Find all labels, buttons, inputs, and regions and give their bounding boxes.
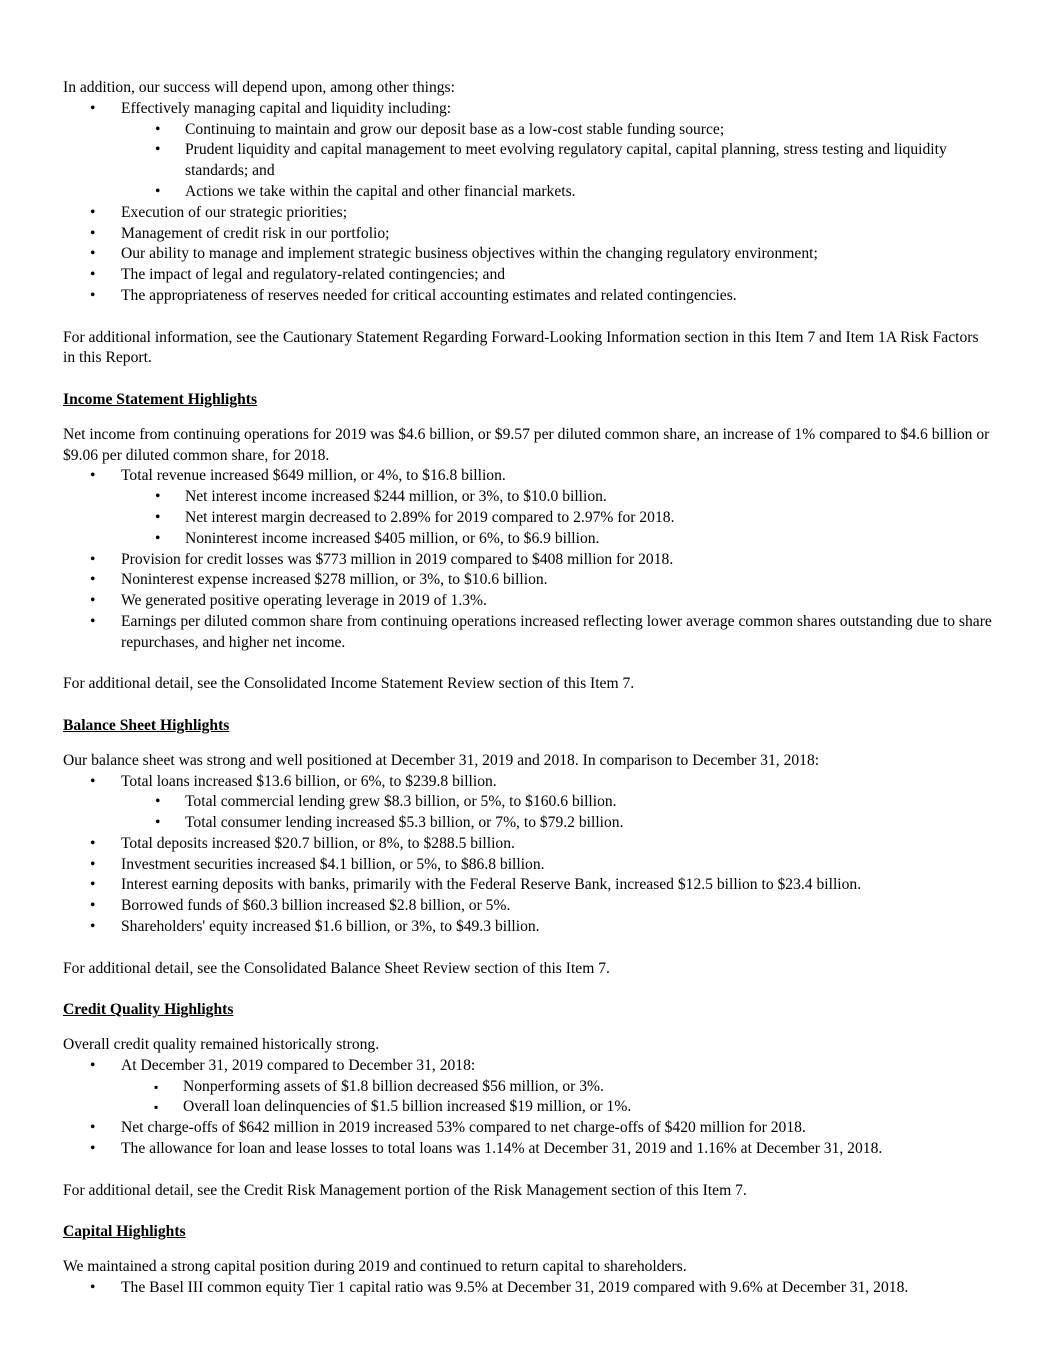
list-item: • Effectively managing capital and liquidity including:	[63, 99, 993, 120]
list-item: ▪ Overall loan delinquencies of $1.5 billion increased $19 million, or 1%.	[63, 1097, 993, 1118]
balance-list	[63, 772, 993, 938]
list-item: • Borrowed funds of $60.3 billion increased $2.8 billion, or 5%.	[63, 896, 993, 917]
bullet-icon: •	[90, 1140, 96, 1158]
list-item: • Prudent liquidity and capital management to meet evolving regulatory capital, capital planning, stress testing and liquidity standards; and	[155, 141, 947, 180]
intro-list	[63, 99, 993, 307]
bullet-icon: •	[90, 203, 96, 221]
list-item: • The impact of legal and regulatory-related contingencies; and	[63, 265, 993, 286]
list-item: • Total deposits increased $20.7 billion, or 8%, to $288.5 billion.	[63, 834, 993, 855]
bullet-icon: •	[90, 467, 96, 485]
income-closing: For additional detail, see the Consolidated Income Statement Review section of this Item 7.	[63, 675, 635, 693]
income-list	[63, 466, 993, 653]
bullet-icon: •	[90, 571, 96, 589]
list-item: ▪ Nonperforming assets of $1.8 billion decreased $56 million, or 3%.	[63, 1077, 993, 1098]
bullet-icon: •	[155, 141, 161, 159]
intro-closing: For additional information, see the Cautionary Statement Regarding Forward-Looking Information section in this Item 7 and Item 1A Risk Factors in this Report.	[63, 328, 979, 367]
balance-closing: For additional detail, see the Consolidated Balance Sheet Review section of this Item 7.	[63, 959, 610, 977]
list-item: • The Basel III common equity Tier 1 capital ratio was 9.5% at December 31, 2019 compared with 9.6% at December 31, 2018.	[63, 1278, 993, 1299]
list-item: • Net interest income increased $244 million, or 3%, to $10.0 billion.	[63, 487, 993, 508]
square-bullet-icon: ▪	[154, 1079, 159, 1094]
income-heading: Income Statement Highlights	[63, 390, 258, 408]
list-item: • Total revenue increased $649 million, or 4%, to $16.8 billion.	[63, 466, 993, 487]
bullet-icon: •	[155, 529, 161, 547]
bullet-icon: •	[155, 488, 161, 506]
capital-heading: Capital Highlights	[63, 1223, 186, 1241]
credit-closing: For additional detail, see the Credit Risk Management portion of the Risk Management section of this Item 7.	[63, 1181, 747, 1199]
list-item: • Management of credit risk in our portfolio;	[63, 224, 993, 245]
list-item: • Investment securities increased $4.1 billion, or 5%, to $86.8 billion.	[63, 855, 993, 876]
capital-list	[63, 1278, 993, 1299]
bullet-icon: •	[90, 855, 96, 873]
bullet-icon: •	[90, 245, 96, 263]
list-item: • Execution of our strategic priorities;	[63, 203, 993, 224]
list-item: • Earnings per diluted common share from continuing operations increased reflecting lower average common shares outstanding due to share repurchases, and higher net income.	[90, 612, 992, 651]
bullet-icon: •	[90, 1119, 96, 1137]
list-item: • The allowance for loan and lease losses to total loans was 1.14% at December 31, 2019 and 1.16% at December 31, 2018.	[63, 1139, 993, 1160]
bullet-icon: •	[90, 612, 96, 630]
list-item: • Total consumer lending increased $5.3 billion, or 7%, to $79.2 billion.	[63, 813, 993, 834]
capital-lead: We maintained a strong capital position during 2019 and continued to return capital to shareholders.	[63, 1258, 687, 1276]
bullet-icon: •	[90, 286, 96, 304]
bullet-icon: •	[90, 550, 96, 568]
bullet-icon: •	[90, 897, 96, 915]
bullet-icon: •	[90, 592, 96, 610]
bullet-icon: •	[90, 1278, 96, 1296]
bullet-icon: •	[90, 99, 96, 117]
square-bullet-icon: ▪	[154, 1100, 159, 1115]
balance-heading: Balance Sheet Highlights	[63, 716, 230, 734]
list-item: • Continuing to maintain and grow our deposit base as a low-cost stable funding source;	[63, 120, 993, 141]
list-item: • Our ability to manage and implement strategic business objectives within the changing regulatory environment;	[63, 244, 993, 265]
list-item: • At December 31, 2019 compared to December 31, 2018:	[63, 1056, 993, 1077]
list-item: • Net interest margin decreased to 2.89% for 2019 compared to 2.97% for 2018.	[63, 508, 993, 529]
list-item: • We generated positive operating leverage in 2019 of 1.3%.	[63, 591, 993, 612]
list-item: • Provision for credit losses was $773 million in 2019 compared to $408 million for 2018.	[63, 550, 993, 571]
list-item: • The appropriateness of reserves needed for critical accounting estimates and related contingencies.	[63, 286, 993, 307]
list-item: • Net charge-offs of $642 million in 2019 increased 53% compared to net charge-offs of $420 million for 2018.	[63, 1118, 993, 1139]
bullet-icon: •	[155, 508, 161, 526]
bullet-icon: •	[90, 918, 96, 936]
bullet-icon: •	[90, 876, 96, 894]
balance-lead: Our balance sheet was strong and well positioned at December 31, 2019 and 2018. In comparison to December 31, 2018:	[63, 751, 820, 769]
intro-lead: In addition, our success will depend upon, among other things:	[63, 79, 455, 96]
bullet-icon: •	[155, 182, 161, 200]
list-item: • Total loans increased $13.6 billion, or 6%, to $239.8 billion.	[63, 772, 993, 793]
bullet-icon: •	[155, 793, 161, 811]
list-item: • Total commercial lending grew $8.3 billion, or 5%, to $160.6 billion.	[63, 792, 993, 813]
bullet-icon: •	[90, 1056, 96, 1074]
list-item: • Shareholders' equity increased $1.6 billion, or 3%, to $49.3 billion.	[63, 917, 993, 938]
bullet-icon: •	[90, 772, 96, 790]
list-item: • Actions we take within the capital and other financial markets.	[63, 182, 993, 203]
list-item: • Interest earning deposits with banks, primarily with the Federal Reserve Bank, increased $12.5 billion to $23.4 billion.	[63, 875, 993, 896]
credit-list	[63, 1056, 993, 1160]
bullet-icon: •	[90, 266, 96, 284]
bullet-icon: •	[155, 120, 161, 138]
credit-lead: Overall credit quality remained historically strong.	[63, 1036, 380, 1054]
bullet-icon: •	[155, 814, 161, 832]
document-page	[63, 78, 993, 1299]
bullet-icon: •	[90, 224, 96, 242]
bullet-icon: •	[90, 834, 96, 852]
income-lead: Net income from continuing operations for 2019 was $4.6 billion, or $9.57 per diluted common share, an increase of 1% compared to $4.6 billion or $9.06 per diluted common share, for 2018.	[63, 425, 990, 464]
list-item: • Noninterest expense increased $278 million, or 3%, to $10.6 billion.	[63, 570, 993, 591]
credit-heading: Credit Quality Highlights	[63, 1001, 234, 1019]
list-item: • Noninterest income increased $405 million, or 6%, to $6.9 billion.	[63, 529, 993, 550]
